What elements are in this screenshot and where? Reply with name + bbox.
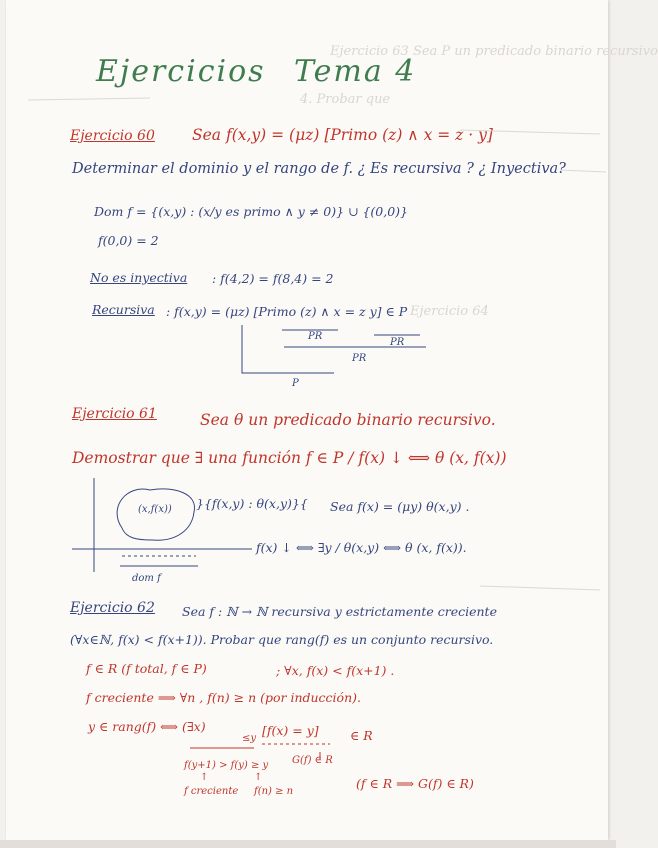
ej60-task: Determinar el dominio y el rango de f. ¿ Es recursiva ? ¿ Inyectiva? xyxy=(72,161,566,177)
ej61-sea: Sea f(x) = (μy) θ(x,y) . xyxy=(330,499,470,514)
ej60-recursiva-value: : f(x,y) = (μz) [Primo (z) ∧ x = z y] ∈ P xyxy=(166,304,408,319)
bleed-through-line: 4. Probar que xyxy=(300,92,391,107)
ej60-pr-label: PR xyxy=(308,331,323,342)
ej60-f00: f(0,0) = 2 xyxy=(98,233,159,248)
bleed-through-line: Ejercicio 64 xyxy=(410,304,489,319)
ej62-definition: Sea f : ℕ → ℕ recursiva y estrictamente creciente xyxy=(182,604,497,619)
ej62-creciente: f creciente xyxy=(184,786,239,797)
ej62-line1b: ; ∀x, f(x) < f(x+1) . xyxy=(276,663,395,678)
ej62-fnn: f(n) ≥ n xyxy=(254,786,294,797)
ej61-blob-label: (x,f(x)) xyxy=(138,504,172,515)
ej62-note-arrow: ↑ xyxy=(200,772,209,783)
ej61-definition: Sea θ un predicado binario recursivo. xyxy=(200,411,496,429)
ej62-line3a: y ∈ rang(f) ⟺ (∃x) xyxy=(88,719,206,734)
ej62-bound: ≤y xyxy=(242,733,257,744)
ej61-equivalence: f(x) ↓ ⟺ ∃y / θ(x,y) ⟺ θ (x, f(x)). xyxy=(256,540,467,555)
ej61-heading: Ejercicio 61 xyxy=(72,406,157,422)
ej62-definition-2: (∀x∈ℕ, f(x) < f(x+1)). Probar que rang(f) es un conjunto recursivo. xyxy=(70,632,494,647)
title-tema: Tema 4 xyxy=(294,54,417,89)
ej60-pr-label: PR xyxy=(352,353,367,364)
ej60-no-inyectiva-label: No es inyectiva xyxy=(90,270,188,285)
ej60-definition: Sea f(x,y) = (μz) [Primo (z) ∧ x = z · y] xyxy=(192,126,493,144)
ej60-domain: Dom f = {(x,y) : (x/y es primo ∧ y ≠ 0)} ∪ {(0,0)} xyxy=(94,204,409,219)
ej62-graph: G(f) ∈ R xyxy=(292,755,333,766)
ej62-heading: Ejercicio 62 xyxy=(70,600,155,616)
ej62-line1a: f ∈ R (f total, f ∈ P) xyxy=(86,661,207,676)
ej62-note-arrow: ↑ xyxy=(254,772,263,783)
bleed-through-line: Ejercicio 63 Sea P un predicado binario recursivo xyxy=(330,44,658,59)
ej60-p-label: P xyxy=(292,378,299,389)
ej60-heading: Ejercicio 60 xyxy=(70,128,155,144)
ej60-no-inyectiva-value: : f(4,2) = f(8,4) = 2 xyxy=(212,271,334,286)
page-edge xyxy=(0,840,616,848)
ej60-recursiva-label: Recursiva xyxy=(92,302,155,317)
ej62-line3c: ∈ R xyxy=(350,728,373,743)
ej62-line3b: [f(x) = y] xyxy=(262,723,319,738)
ej62-note1: f(y+1) > f(y) ≥ y xyxy=(184,760,269,771)
ej61-set: }{f(x,y) : θ(x,y)}{ xyxy=(196,496,308,511)
ej62-line2: f creciente ⟹ ∀n , f(n) ≥ n (por inducción). xyxy=(86,690,361,705)
ej62-remark: (f ∈ R ⟹ G(f) ∈ R) xyxy=(356,776,474,791)
title-ejercicios: Ejercicios xyxy=(96,54,266,89)
ej61-dom-label: dom f xyxy=(132,573,161,584)
ej60-pr-label: PR xyxy=(390,337,405,348)
ej61-task: Demostrar que ∃ una función f ∈ P / f(x) ↓ ⟺ θ (x, f(x)) xyxy=(72,449,507,467)
